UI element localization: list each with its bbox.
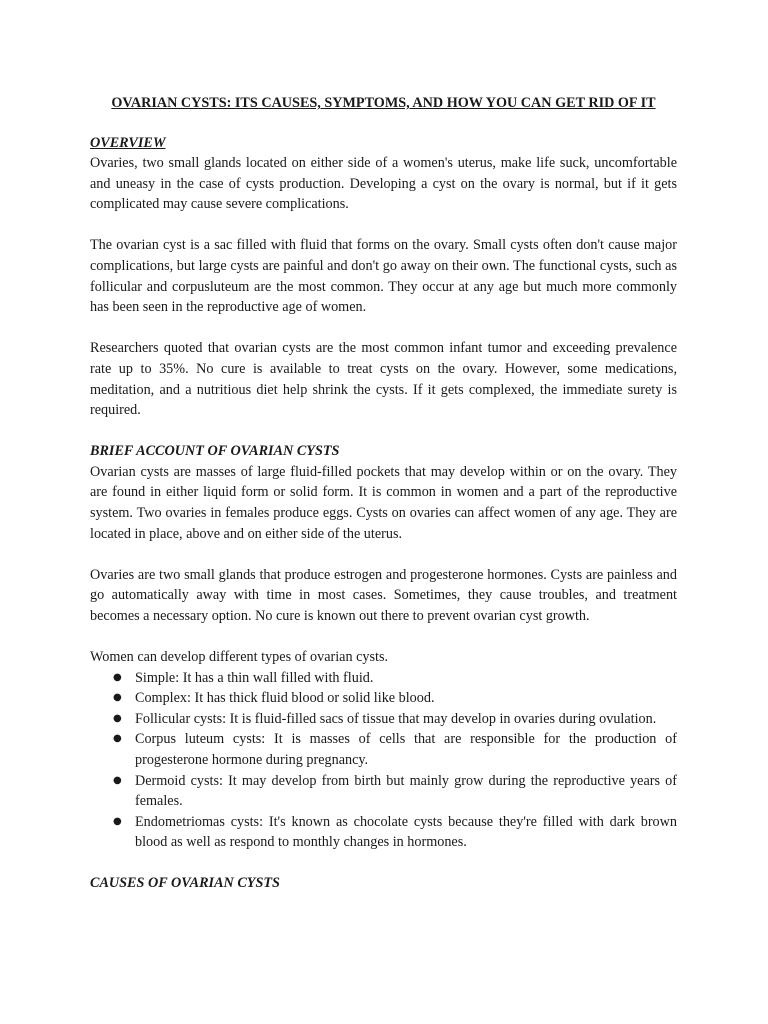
bullet-icon: ● [113,671,122,683]
list-item [90,668,677,689]
list-item [90,709,677,730]
cyst-types-intro: Women can develop different types of ovarian cysts. [90,648,389,665]
overview-paragraph: Ovaries, two small glands located on either side of a women's uterus, make life suck, uncomfortable and uneasy in the case of cysts production. Developing a cyst on the ovary is normal, but if it gets complicated may cause severe complications. [90,155,677,213]
list-item [90,688,677,709]
bullet-icon: ● [113,815,122,827]
overview-paragraph: The ovarian cyst is a sac filled with fluid that forms on the ovary. Small cysts often don't cause major complications, but large cysts are painful and don't go away on their own. The functional cysts, such as follicular and corpusluteum are the most common. They occur at any age but much more commonly has been seen in the reproductive age of women. [90,237,677,316]
list-item [90,729,677,770]
causes-heading: CAUSES OF OVARIAN CYSTS [90,875,280,892]
bullet-icon: ● [113,733,122,745]
brief-account-heading: BRIEF ACCOUNT OF OVARIAN CYSTS [90,443,340,460]
document-body [90,93,677,894]
cyst-types-list [90,668,677,853]
document-title: OVARIAN CYSTS: ITS CAUSES, SYMPTOMS, AND HOW YOU CAN GET RID OF IT [111,95,656,111]
list-item-text: Simple: It has a thin wall filled with fluid. [135,669,374,686]
brief-paragraph: Ovaries are two small glands that produce estrogen and progesterone hormones. Cysts are painless and go automatically away with time in most cases. Sometimes, they cause troubles, and treatment becomes a necessary option. No cure is known out there to prevent ovarian cyst growth. [90,566,677,624]
bullet-icon: ● [113,692,122,704]
list-item-text: Endometriomas cysts: It's known as chocolate cysts because they're filled with dark brown blood as well as respond to monthly changes in hormones. [135,813,677,851]
list-item-text: Corpus luteum cysts: It is masses of cells that are responsible for the production of progesterone hormone during pregnancy. [135,731,677,768]
list-item-text: Complex: It has thick fluid blood or solid like blood. [135,690,435,707]
list-item [90,812,677,853]
bullet-icon: ● [113,712,122,724]
overview-paragraph: Researchers quoted that ovarian cysts are the most common infant tumor and exceeding prevalence rate up to 35%. No cure is available to treat cysts on the ovary. However, some medications, meditation, and a nutritious diet help shrink the cysts. If it gets complexed, the immediate surety is required. [90,340,677,419]
brief-paragraph: Ovarian cysts are masses of large fluid-filled pockets that may develop within or on the ovary. They are found in either liquid form or solid form. It is common in women and a part of the reproductive system. Two ovaries in females produce eggs. Cysts on ovaries can affect women of any age. They are located in place, above and on either side of the uterus. [90,463,677,542]
overview-heading: OVERVIEW [90,134,166,151]
list-item [90,771,677,812]
list-item-text: Dermoid cysts: It may develop from birth but mainly grow during the reproductive years of females. [135,772,677,810]
bullet-icon: ● [113,774,122,786]
list-item-text: Follicular cysts: It is fluid-filled sacs of tissue that may develop in ovaries during ovulation. [135,710,657,727]
